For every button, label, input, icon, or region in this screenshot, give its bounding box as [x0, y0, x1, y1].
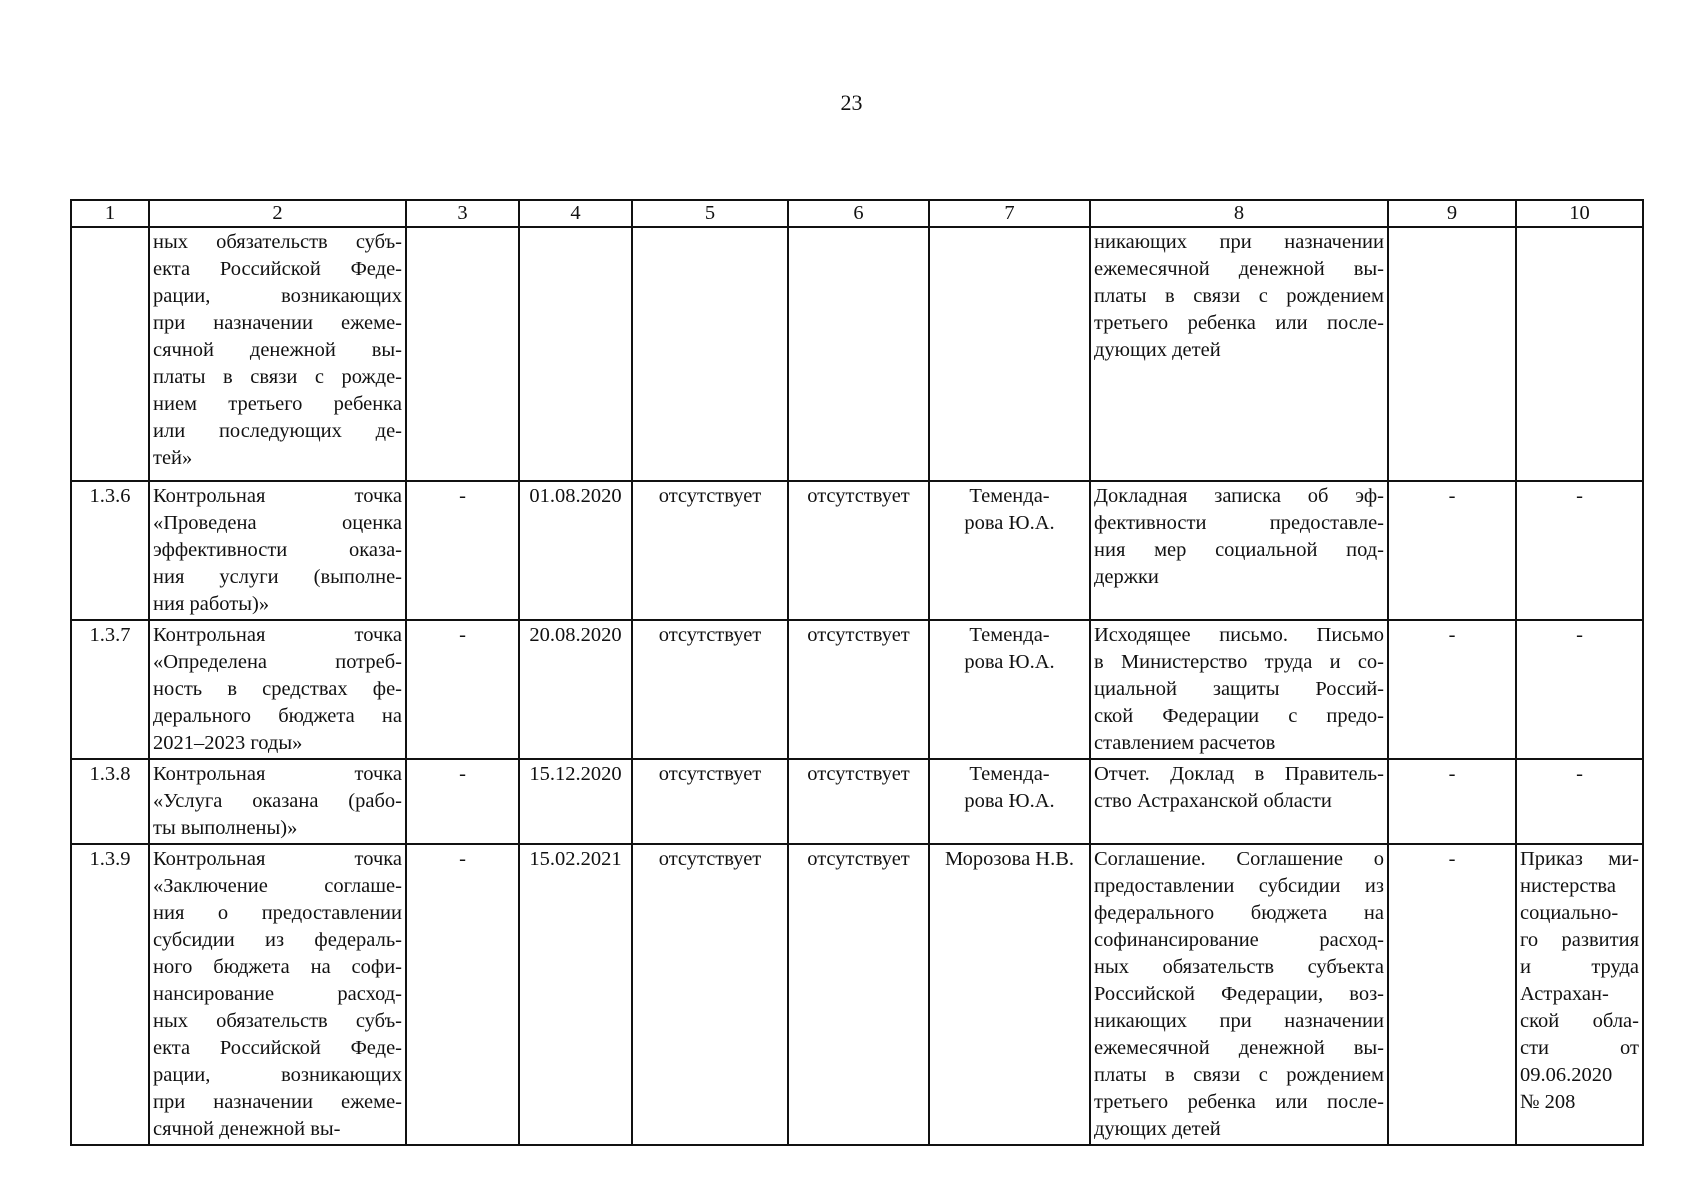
item-description — [149, 759, 406, 844]
responsible-person-line: Морозова Н.В. — [944, 848, 1075, 870]
item-description-line: Контрольная точка — [153, 763, 402, 785]
col6-cell: отсутствует — [788, 481, 929, 620]
start-date-cell: - — [406, 844, 519, 1145]
result-document-line: никающих при назначении — [1094, 1010, 1384, 1032]
item-description-line: Контрольная точка — [153, 485, 402, 507]
item-number: 1.3.6 — [71, 481, 149, 620]
col6-cell: отсутствует — [788, 620, 929, 759]
col9-cell — [1388, 227, 1516, 481]
item-description-line: нансирование расход- — [153, 983, 402, 1005]
table-header — [71, 200, 1643, 227]
col5-cell — [632, 227, 788, 481]
result-document-line: платы в связи с рождением — [1094, 285, 1384, 307]
item-description — [149, 227, 406, 481]
item-description-line: ния о предоставлении — [153, 902, 402, 924]
item-description-line: Контрольная точка — [153, 624, 402, 646]
item-description-lines — [153, 622, 402, 757]
result-document-line: циальной защиты Россий- — [1094, 678, 1384, 700]
result-document-lines — [1094, 622, 1384, 757]
basis-document-line: нистерства — [1520, 875, 1616, 897]
responsible-person-lines — [933, 622, 1086, 676]
result-document — [1090, 481, 1388, 620]
responsible-person-line: Теменда- — [969, 485, 1050, 507]
responsible-person — [929, 759, 1090, 844]
result-document-line: Соглашение. Соглашение о — [1094, 848, 1384, 870]
column-header-2: 2 — [149, 200, 406, 227]
item-description-line: екта Российской Феде- — [153, 1037, 402, 1059]
item-description-line: при назначении ежеме- — [153, 312, 402, 334]
result-document-line: Отчет. Доклад в Правитель- — [1094, 763, 1384, 785]
col9-cell: - — [1388, 844, 1516, 1145]
item-description — [149, 620, 406, 759]
basis-document-line: - — [1576, 624, 1583, 646]
responsible-person-lines — [933, 846, 1086, 873]
item-description-line: «Определена потреб- — [153, 651, 402, 673]
result-document — [1090, 844, 1388, 1145]
item-description-line: или последующих де- — [153, 420, 402, 442]
item-description-line: платы в связи с рожде- — [153, 366, 402, 388]
item-description-line: ния услуги (выполне- — [153, 566, 402, 588]
responsible-person-lines — [933, 761, 1086, 815]
table-row — [71, 620, 1643, 759]
basis-document-lines — [1520, 846, 1639, 1116]
page-number: 23 — [840, 90, 863, 115]
column-header-6: 6 — [788, 200, 929, 227]
result-document — [1090, 227, 1388, 481]
col5-cell: отсутствует — [632, 620, 788, 759]
column-header-7: 7 — [929, 200, 1090, 227]
basis-document-line: и труда — [1520, 956, 1639, 978]
responsible-person — [929, 227, 1090, 481]
item-description-line: рации, возникающих — [153, 1064, 402, 1086]
responsible-person-line: рова Ю.А. — [964, 651, 1055, 673]
responsible-person — [929, 844, 1090, 1145]
basis-document-line: го развития — [1520, 929, 1639, 951]
end-date-cell: 15.02.2021 — [519, 844, 632, 1145]
responsible-person-line: рова Ю.А. — [964, 790, 1055, 812]
result-document-lines — [1094, 483, 1384, 591]
column-header-1: 1 — [71, 200, 149, 227]
item-description-line: «Проведена оценка — [153, 512, 402, 534]
item-description-line: 2021–2023 годы» — [153, 732, 303, 754]
item-description-line: сячной денежной вы- — [153, 1118, 341, 1140]
column-header-8: 8 — [1090, 200, 1388, 227]
item-number — [71, 227, 149, 481]
basis-document-line: ской обла- — [1520, 1010, 1639, 1032]
table-row — [71, 844, 1643, 1145]
item-description-line: ного бюджета на софи- — [153, 956, 402, 978]
column-header-10: 10 — [1516, 200, 1643, 227]
item-description-line: ты выполнены)» — [153, 817, 298, 839]
basis-document-line: Астрахан- — [1520, 983, 1609, 1005]
item-description — [149, 481, 406, 620]
item-description-line: при назначении ежеме- — [153, 1091, 402, 1113]
result-document-line: ской Федерации с предо- — [1094, 705, 1384, 727]
item-number: 1.3.8 — [71, 759, 149, 844]
basis-document-line: - — [1576, 485, 1583, 507]
item-description-line: эффективности оказа- — [153, 539, 402, 561]
result-document-line: третьего ребенка или после- — [1094, 312, 1384, 334]
end-date-cell: 20.08.2020 — [519, 620, 632, 759]
responsible-person — [929, 481, 1090, 620]
basis-document-line: 09.06.2020 — [1520, 1064, 1613, 1086]
result-document-line: Докладная записка об эф- — [1094, 485, 1384, 507]
table-row — [71, 227, 1643, 481]
result-document — [1090, 620, 1388, 759]
item-description-line: ных обязательств субъ- — [153, 1010, 402, 1032]
basis-document — [1516, 481, 1643, 620]
responsible-person — [929, 620, 1090, 759]
result-document-line: ных обязательств субъекта — [1094, 956, 1384, 978]
basis-document — [1516, 844, 1643, 1145]
basis-document-lines — [1520, 761, 1639, 788]
item-description-line: «Услуга оказана (рабо- — [153, 790, 402, 812]
col9-cell: - — [1388, 481, 1516, 620]
end-date-cell: 01.08.2020 — [519, 481, 632, 620]
start-date-cell: - — [406, 481, 519, 620]
col6-cell — [788, 227, 929, 481]
responsible-person-line: рова Ю.А. — [964, 512, 1055, 534]
result-document-line: ство Астраханской области — [1094, 790, 1332, 812]
result-document-line: никающих при назначении — [1094, 231, 1384, 253]
col5-cell: отсутствует — [632, 759, 788, 844]
item-description-line: сячной денежной вы- — [153, 339, 402, 361]
result-document-line: Исходящее письмо. Письмо — [1094, 624, 1384, 646]
column-header-9: 9 — [1388, 200, 1516, 227]
result-document-line: в Министерство труда и со- — [1094, 651, 1384, 673]
basis-document-line: Приказ ми- — [1520, 848, 1639, 870]
result-document-line: фективности предоставле- — [1094, 512, 1384, 534]
basis-document-line: сти от — [1520, 1037, 1639, 1059]
result-document-line: ния мер социальной под- — [1094, 539, 1384, 561]
start-date-cell: - — [406, 620, 519, 759]
item-description — [149, 844, 406, 1145]
end-date-cell: 15.12.2020 — [519, 759, 632, 844]
column-header-5: 5 — [632, 200, 788, 227]
responsible-person-line: Теменда- — [969, 763, 1050, 785]
result-document-line: ежемесячной денежной вы- — [1094, 1037, 1384, 1059]
table-row — [71, 759, 1643, 844]
item-description-lines — [153, 229, 402, 472]
table-row — [71, 481, 1643, 620]
basis-document — [1516, 759, 1643, 844]
item-description-line: дерального бюджета на — [153, 705, 402, 727]
item-description-line: ность в средствах фе- — [153, 678, 402, 700]
table-body — [71, 227, 1643, 1145]
basis-document-line: социально- — [1520, 902, 1619, 924]
result-document-line: держки — [1094, 566, 1159, 588]
col9-cell: - — [1388, 759, 1516, 844]
result-document-line: дующих детей — [1094, 1118, 1221, 1140]
plan-table — [70, 199, 1644, 1146]
result-document-lines — [1094, 761, 1384, 815]
basis-document — [1516, 620, 1643, 759]
result-document-line: ставлением расчетов — [1094, 732, 1276, 754]
item-description-lines — [153, 761, 402, 842]
basis-document — [1516, 227, 1643, 481]
basis-document-line: - — [1576, 763, 1583, 785]
item-description-line: ния работы)» — [153, 593, 270, 615]
column-number-row — [71, 200, 1643, 227]
col5-cell: отсутствует — [632, 844, 788, 1145]
col9-cell: - — [1388, 620, 1516, 759]
result-document-line: федерального бюджета на — [1094, 902, 1384, 924]
col6-cell: отсутствует — [788, 759, 929, 844]
result-document-line: предоставлении субсидии из — [1094, 875, 1384, 897]
col5-cell: отсутствует — [632, 481, 788, 620]
end-date-cell — [519, 227, 632, 481]
item-description-lines — [153, 483, 402, 618]
result-document-line: третьего ребенка или после- — [1094, 1091, 1384, 1113]
item-description-line: субсидии из федераль- — [153, 929, 402, 951]
responsible-person-lines — [933, 483, 1086, 537]
result-document-line: дующих детей — [1094, 339, 1221, 361]
result-document-line: ежемесячной денежной вы- — [1094, 258, 1384, 280]
item-description-line: екта Российской Феде- — [153, 258, 402, 280]
result-document — [1090, 759, 1388, 844]
basis-document-lines — [1520, 622, 1639, 649]
basis-document-line: № 208 — [1520, 1091, 1576, 1113]
start-date-cell: - — [406, 759, 519, 844]
column-header-3: 3 — [406, 200, 519, 227]
result-document-line: софинансирование расход- — [1094, 929, 1384, 951]
item-description-lines — [153, 846, 402, 1143]
item-number: 1.3.9 — [71, 844, 149, 1145]
basis-document-lines — [1520, 483, 1639, 510]
result-document-line: Российской Федерации, воз- — [1094, 983, 1384, 1005]
result-document-lines — [1094, 229, 1384, 364]
start-date-cell — [406, 227, 519, 481]
item-description-line: ных обязательств субъ- — [153, 231, 402, 253]
col6-cell: отсутствует — [788, 844, 929, 1145]
responsible-person-line: Теменда- — [969, 624, 1050, 646]
item-description-line: «Заключение соглаше- — [153, 875, 402, 897]
item-description-line: Контрольная точка — [153, 848, 402, 870]
item-description-line: нием третьего ребенка — [153, 393, 402, 415]
item-description-line: тей» — [153, 447, 193, 469]
result-document-lines — [1094, 846, 1384, 1143]
item-number: 1.3.7 — [71, 620, 149, 759]
result-document-line: платы в связи с рождением — [1094, 1064, 1384, 1086]
column-header-4: 4 — [519, 200, 632, 227]
item-description-line: рации, возникающих — [153, 285, 402, 307]
